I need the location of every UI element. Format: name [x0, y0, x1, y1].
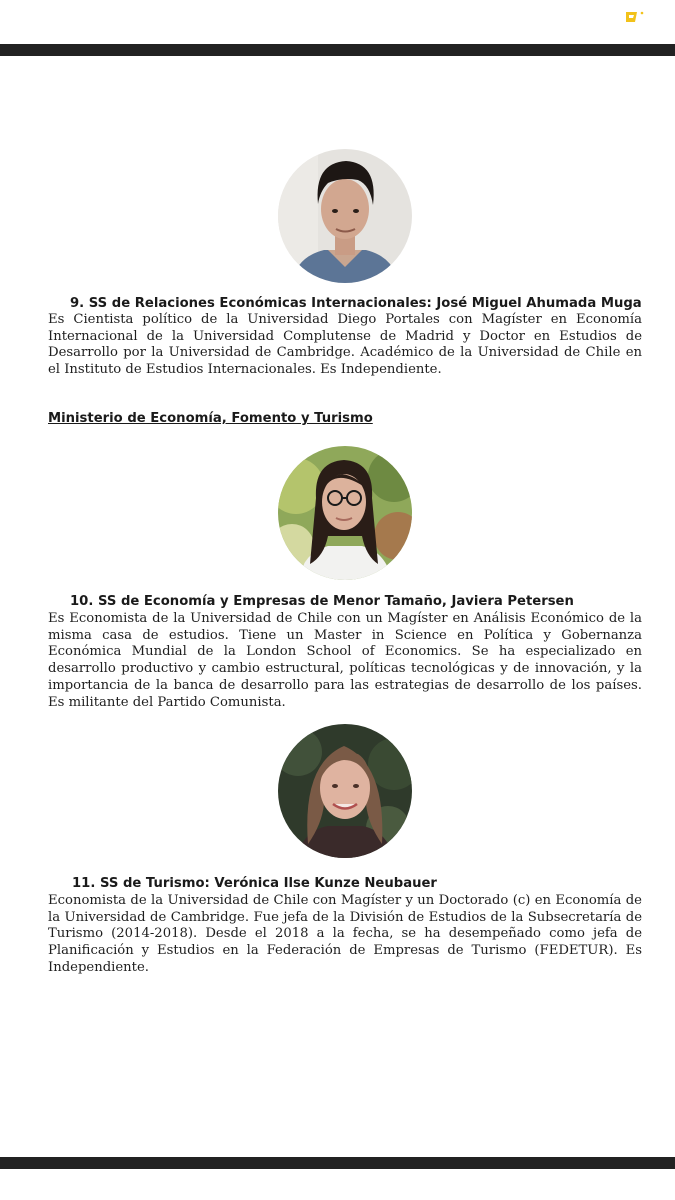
- official-bio: Es Economista de la Universidad de Chile con un Magíster en Análisis Económico de la misma casa de estudios. Tiene un Master in Science en Política y Gobernanza Económica Mundial de la London School of Economics. Se ha especializado en desarrollo productivo y cambio estructural, políticas tecnológicas y de innovación, y la importancia de la banca de desarrollo para las estrategias de desarrollo de los países. Es militante del Partido Comunista.: [48, 611, 642, 710]
- official-photo-petersen: [278, 446, 412, 580]
- bottom-toolbar-bar: [0, 1157, 675, 1169]
- official-heading: 10. SS de Economía y Empresas de Menor Tamaño, Javiera Petersen: [70, 594, 574, 609]
- document-viewer-icon[interactable]: [625, 9, 645, 25]
- official-bio: Economista de la Universidad de Chile con Magíster y un Doctorado (c) en Economía de la Universidad de Cambridge. Fue jefa de la División de Estudios de la Subsecretaría de Turismo (2014-2018). Desde el 2018 a la fecha, se ha desempeñado como jefa de Planificación y Estudios en la Federación de Empresas de Turismo (FEDETUR). Es Independiente.: [48, 893, 642, 975]
- official-photo-kunze: [278, 724, 412, 858]
- top-toolbar-bar: [0, 44, 675, 56]
- official-photo-ahumada: [278, 149, 412, 283]
- official-heading: 9. SS de Relaciones Económicas Internacionales: José Miguel Ahumada Muga: [70, 296, 642, 311]
- official-heading: 11. SS de Turismo: Verónica Ilse Kunze Neubauer: [72, 876, 437, 891]
- ministry-section-title: Ministerio de Economía, Fomento y Turismo: [48, 411, 373, 426]
- official-bio: Es Cientista político de la Universidad Diego Portales con Magíster en Economía Internacional de la Universidad Complutense de Madrid y Doctor en Estudios de Desarrollo por la Universidad de Cambridge. Académico de la Universidad de Chile en el Instituto de Estudios Internacionales. Es Independiente.: [48, 312, 642, 378]
